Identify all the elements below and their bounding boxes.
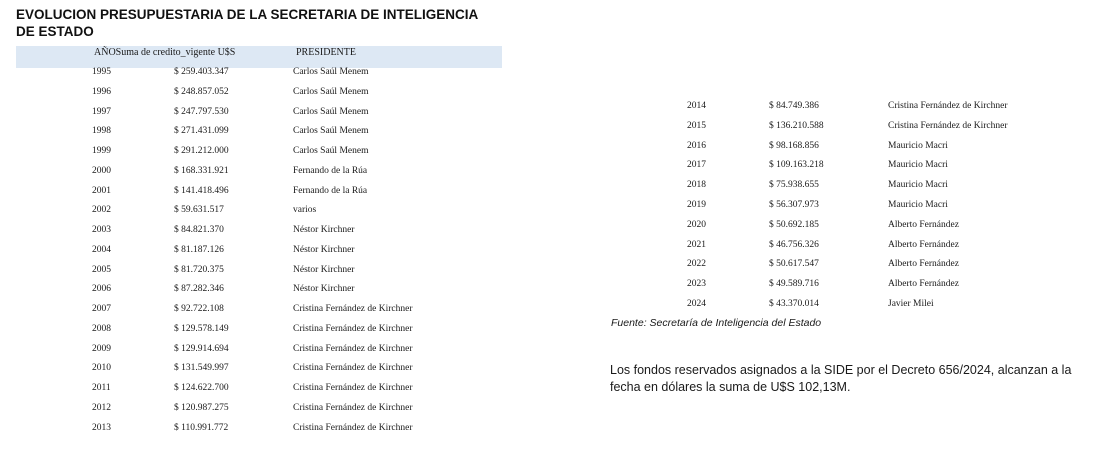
president-cell: Carlos Saúl Menem [293, 86, 369, 97]
amount-cell: $ 81.187.126 [174, 244, 224, 255]
president-cell: Mauricio Macri [888, 200, 948, 210]
president-cell: Mauricio Macri [888, 160, 948, 171]
president-cell: Néstor Kirchner [293, 264, 355, 275]
amount-cell: $ 59.631.517 [174, 205, 224, 216]
year-cell: 2017 [687, 160, 706, 171]
amount-cell: $ 87.282.346 [174, 284, 224, 295]
table-header [16, 46, 502, 68]
president-cell: Alberto Fernández [888, 279, 959, 290]
year-cell: 2014 [687, 101, 706, 111]
president-cell: Carlos Saúl Menem [293, 146, 369, 156]
amount-cell: $ 92.722.108 [174, 304, 224, 314]
year-cell: 1996 [92, 86, 111, 97]
year-cell: 2016 [687, 140, 706, 151]
source-note: Fuente: Secretaría de Inteligencia del Estado [611, 317, 822, 329]
amount-cell: $ 81.720.375 [174, 264, 224, 275]
year-cell: 2002 [92, 205, 111, 216]
amount-cell: $ 56.307.973 [769, 200, 819, 210]
year-cell: 2000 [92, 165, 111, 176]
title-line-2: DE ESTADO [16, 24, 94, 39]
president-cell: Cristina Fernández de Kirchner [293, 363, 413, 374]
year-cell: 2012 [92, 402, 111, 413]
president-cell: Fernando de la Rúa [293, 185, 368, 196]
president-cell: Alberto Fernández [888, 259, 959, 270]
year-cell: 2003 [92, 225, 111, 235]
year-cell: 1998 [92, 126, 111, 137]
year-cell: 2021 [687, 239, 706, 250]
amount-cell: $ 75.938.655 [769, 180, 819, 191]
year-cell: 2019 [687, 200, 706, 210]
amount-cell: $ 124.622.700 [174, 383, 229, 393]
amount-cell: $ 50.692.185 [769, 219, 819, 230]
president-cell: Cristina Fernández de Kirchner [293, 343, 413, 354]
amount-cell: $ 49.589.716 [769, 279, 819, 290]
year-cell: 2008 [92, 323, 111, 334]
document-title [16, 6, 496, 40]
year-cell: 2006 [92, 284, 111, 295]
amount-cell: $ 98.168.856 [769, 140, 819, 151]
president-cell: Cristina Fernández de Kirchner [293, 383, 413, 393]
president-cell: Néstor Kirchner [293, 284, 355, 295]
year-cell: 2018 [687, 180, 706, 191]
president-cell: Fernando de la Rúa [293, 165, 368, 176]
year-cell: 2011 [92, 383, 111, 393]
year-cell: 1997 [92, 106, 111, 117]
amount-cell: $ 291.212.000 [174, 146, 229, 156]
amount-cell: $ 46.756.326 [769, 239, 819, 250]
president-cell: Cristina Fernández de Kirchner [888, 120, 1008, 131]
year-cell: 2005 [92, 264, 111, 275]
president-cell: Cristina Fernández de Kirchner [888, 101, 1008, 111]
year-cell: 2007 [92, 304, 111, 314]
president-cell: Mauricio Macri [888, 180, 948, 191]
year-cell: 1999 [92, 146, 111, 156]
amount-cell: $ 259.403.347 [174, 67, 229, 77]
amount-cell: $ 109.163.218 [769, 160, 824, 171]
year-cell: 2015 [687, 120, 706, 131]
president-cell: Néstor Kirchner [293, 244, 355, 255]
year-cell: 2023 [687, 279, 706, 290]
president-cell: Mauricio Macri [888, 140, 948, 151]
amount-cell: $ 43.370.014 [769, 299, 819, 309]
president-cell: Cristina Fernández de Kirchner [293, 422, 413, 433]
amount-cell: $ 129.578.149 [174, 323, 229, 334]
year-cell: 2022 [687, 259, 706, 270]
president-cell: Néstor Kirchner [293, 225, 355, 235]
president-cell: Javier Milei [888, 299, 934, 309]
year-cell: 2010 [92, 363, 111, 374]
amount-cell: $ 247.797.530 [174, 106, 229, 117]
year-cell: 1995 [92, 67, 111, 77]
amount-cell: $ 84.749.386 [769, 101, 819, 111]
president-cell: Carlos Saúl Menem [293, 106, 369, 117]
year-cell: 2001 [92, 185, 111, 196]
president-cell: Cristina Fernández de Kirchner [293, 323, 413, 334]
amount-cell: $ 136.210.588 [769, 120, 824, 131]
president-cell: Alberto Fernández [888, 219, 959, 230]
amount-cell: $ 50.617.547 [769, 259, 819, 270]
president-cell: Carlos Saúl Menem [293, 126, 369, 137]
amount-cell: $ 110.991.772 [174, 422, 229, 433]
column-header-president: PRESIDENTE [296, 47, 356, 58]
title-line-1: EVOLUCION PRESUPUESTARIA DE LA SECRETARIA DE INTELIGENCIA [16, 7, 479, 22]
president-cell: Carlos Saúl Menem [293, 67, 369, 77]
amount-cell: $ 84.821.370 [174, 225, 224, 235]
amount-cell: $ 168.331.921 [174, 165, 229, 176]
year-cell: 2004 [92, 244, 111, 255]
president-cell: Cristina Fernández de Kirchner [293, 304, 413, 314]
amount-cell: $ 141.418.496 [174, 185, 229, 196]
amount-cell: $ 271.431.099 [174, 126, 229, 137]
amount-cell: $ 131.549.997 [174, 363, 229, 374]
president-cell: Cristina Fernández de Kirchner [293, 402, 413, 413]
year-cell: 2009 [92, 343, 111, 354]
column-header-year-amount: AÑOSuma de credito_vigente U$S [94, 47, 236, 58]
amount-cell: $ 248.857.052 [174, 86, 229, 97]
reserved-funds-note: Los fondos reservados asignados a la SIDE por el Decreto 656/2024, alcanzan a la fecha en dólares la suma de U$S 102,13M. [610, 363, 1072, 394]
president-cell: varios [293, 205, 317, 216]
year-cell: 2020 [687, 219, 706, 230]
year-cell: 2024 [687, 299, 706, 309]
president-cell: Alberto Fernández [888, 239, 959, 250]
year-cell: 2013 [92, 422, 111, 433]
amount-cell: $ 129.914.694 [174, 343, 229, 354]
amount-cell: $ 120.987.275 [174, 402, 229, 413]
